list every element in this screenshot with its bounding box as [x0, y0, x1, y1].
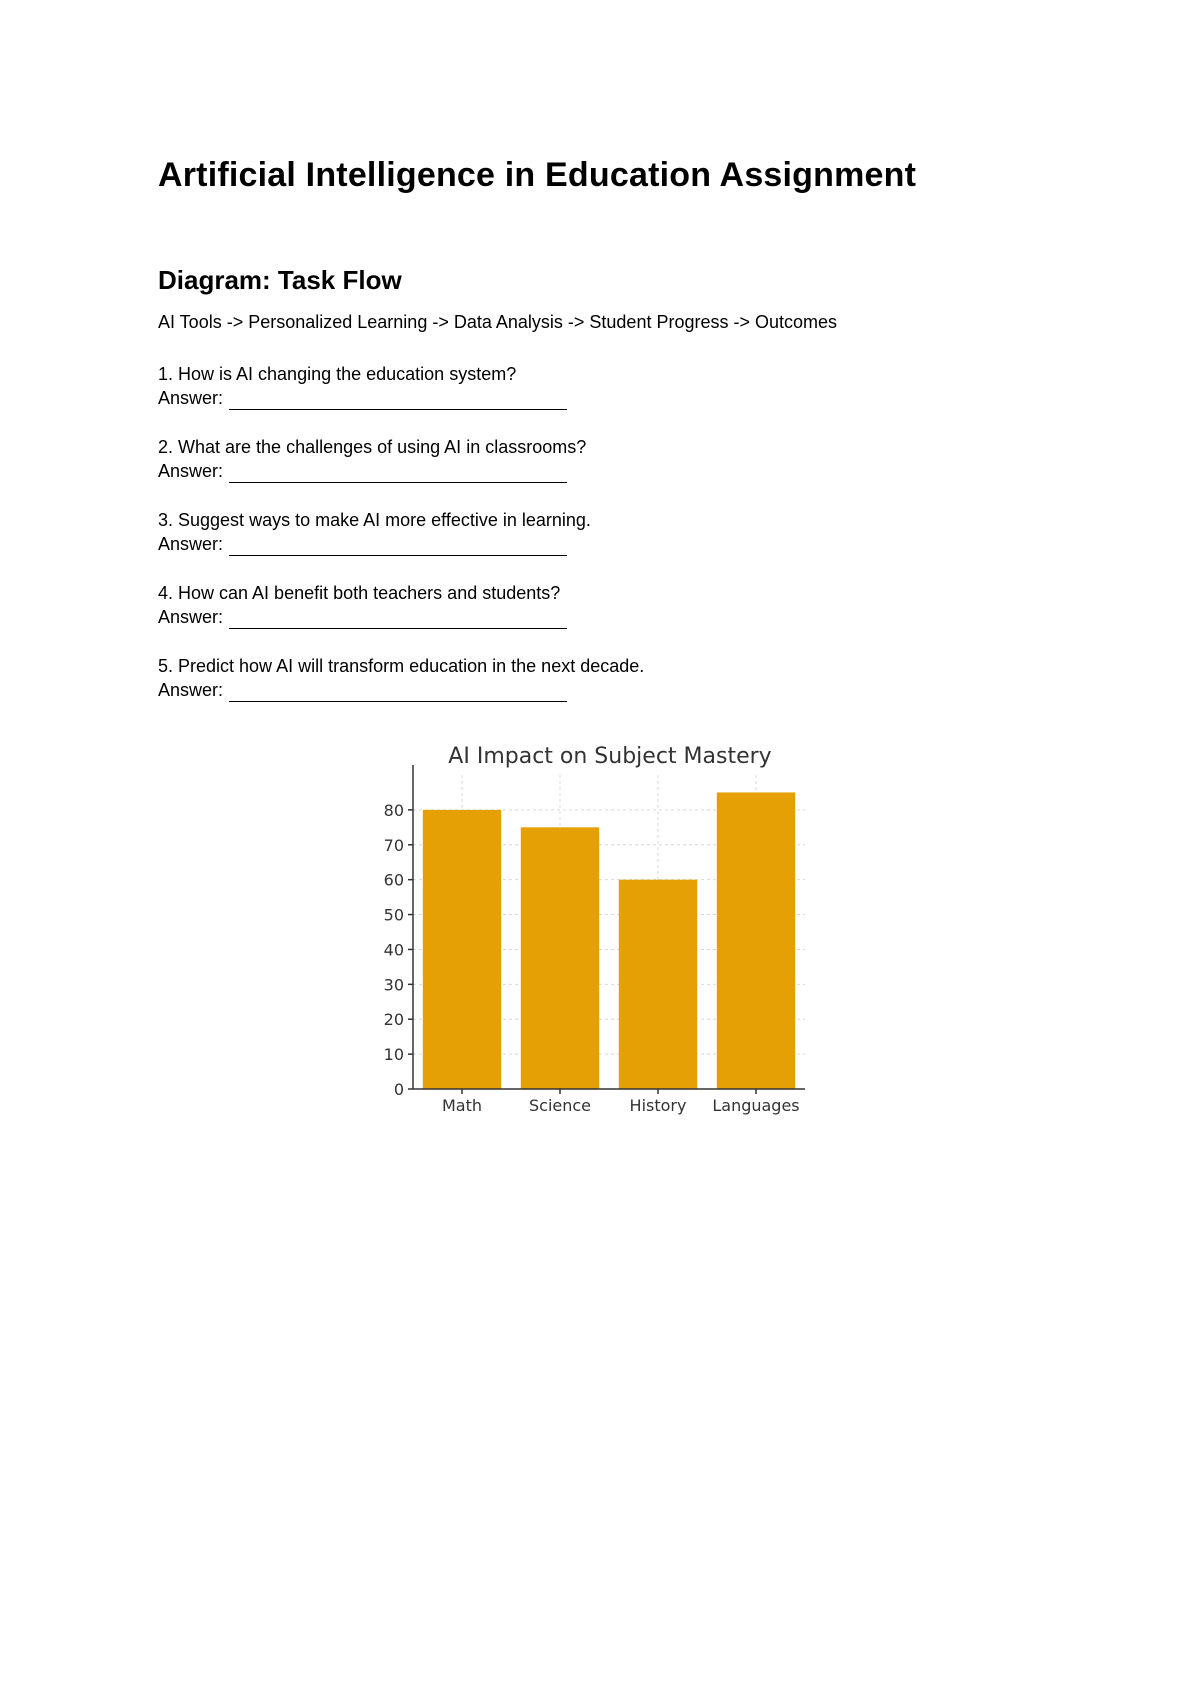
chart-title: AI Impact on Subject Mastery: [448, 744, 772, 769]
question-text: 1. How is AI changing the education system?: [158, 364, 517, 384]
answer-label: Answer:: [158, 680, 224, 700]
task-flow-text: AI Tools -> Personalized Learning -> Data Analysis -> Student Progress -> Outcomes: [158, 312, 838, 332]
answer-blank-line[interactable]: [229, 464, 567, 483]
answer-label: Answer:: [158, 534, 224, 554]
bar-math: [423, 810, 501, 1089]
question-item: [158, 508, 1058, 581]
answer-row: [158, 386, 1058, 410]
question-list: [158, 362, 1058, 727]
bar-chart: [375, 735, 825, 1115]
bar-science: [521, 827, 599, 1089]
answer-row: [158, 678, 1058, 702]
y-tick-label: 70: [383, 835, 404, 855]
question-text: 2. What are the challenges of using AI in classrooms?: [158, 437, 587, 457]
answer-row: [158, 459, 1058, 483]
question-text: 5. Predict how AI will transform education in the next decade.: [158, 656, 645, 676]
answer-blank-line[interactable]: [229, 537, 567, 556]
y-tick-label: 60: [383, 870, 404, 890]
question-text: 4. How can AI benefit both teachers and students?: [158, 583, 561, 603]
answer-row: [158, 532, 1058, 556]
answer-row: [158, 605, 1058, 629]
chart-bars: [423, 792, 795, 1089]
question-item: [158, 362, 1058, 435]
y-tick-label: 40: [383, 940, 404, 960]
y-tick-label: 80: [383, 800, 404, 820]
x-tick-label: Languages: [712, 1096, 800, 1115]
y-tick-label: 20: [383, 1010, 404, 1030]
question-item: [158, 581, 1058, 654]
page-title: Artificial Intelligence in Education Assignment: [158, 156, 917, 194]
chart-svg: [375, 735, 825, 1115]
question-item: [158, 435, 1058, 508]
x-tick-label: Science: [528, 1096, 592, 1115]
answer-label: Answer:: [158, 461, 224, 481]
answer-blank-line[interactable]: [229, 683, 567, 702]
y-tick-label: 0: [393, 1080, 404, 1099]
answer-blank-line[interactable]: [229, 391, 567, 410]
question-text: 3. Suggest ways to make AI more effective in learning.: [158, 510, 591, 530]
diagram-heading: Diagram: Task Flow: [158, 265, 402, 295]
answer-label: Answer:: [158, 607, 224, 627]
y-tick-label: 30: [383, 975, 404, 995]
x-tick-label: History: [629, 1096, 687, 1115]
bar-history: [619, 880, 697, 1089]
y-tick-label: 50: [383, 905, 404, 925]
question-item: [158, 654, 1058, 727]
bar-languages: [717, 792, 795, 1089]
y-tick-label: 10: [383, 1045, 404, 1065]
answer-label: Answer:: [158, 388, 224, 408]
answer-blank-line[interactable]: [229, 610, 567, 629]
x-tick-label: Math: [441, 1096, 483, 1115]
